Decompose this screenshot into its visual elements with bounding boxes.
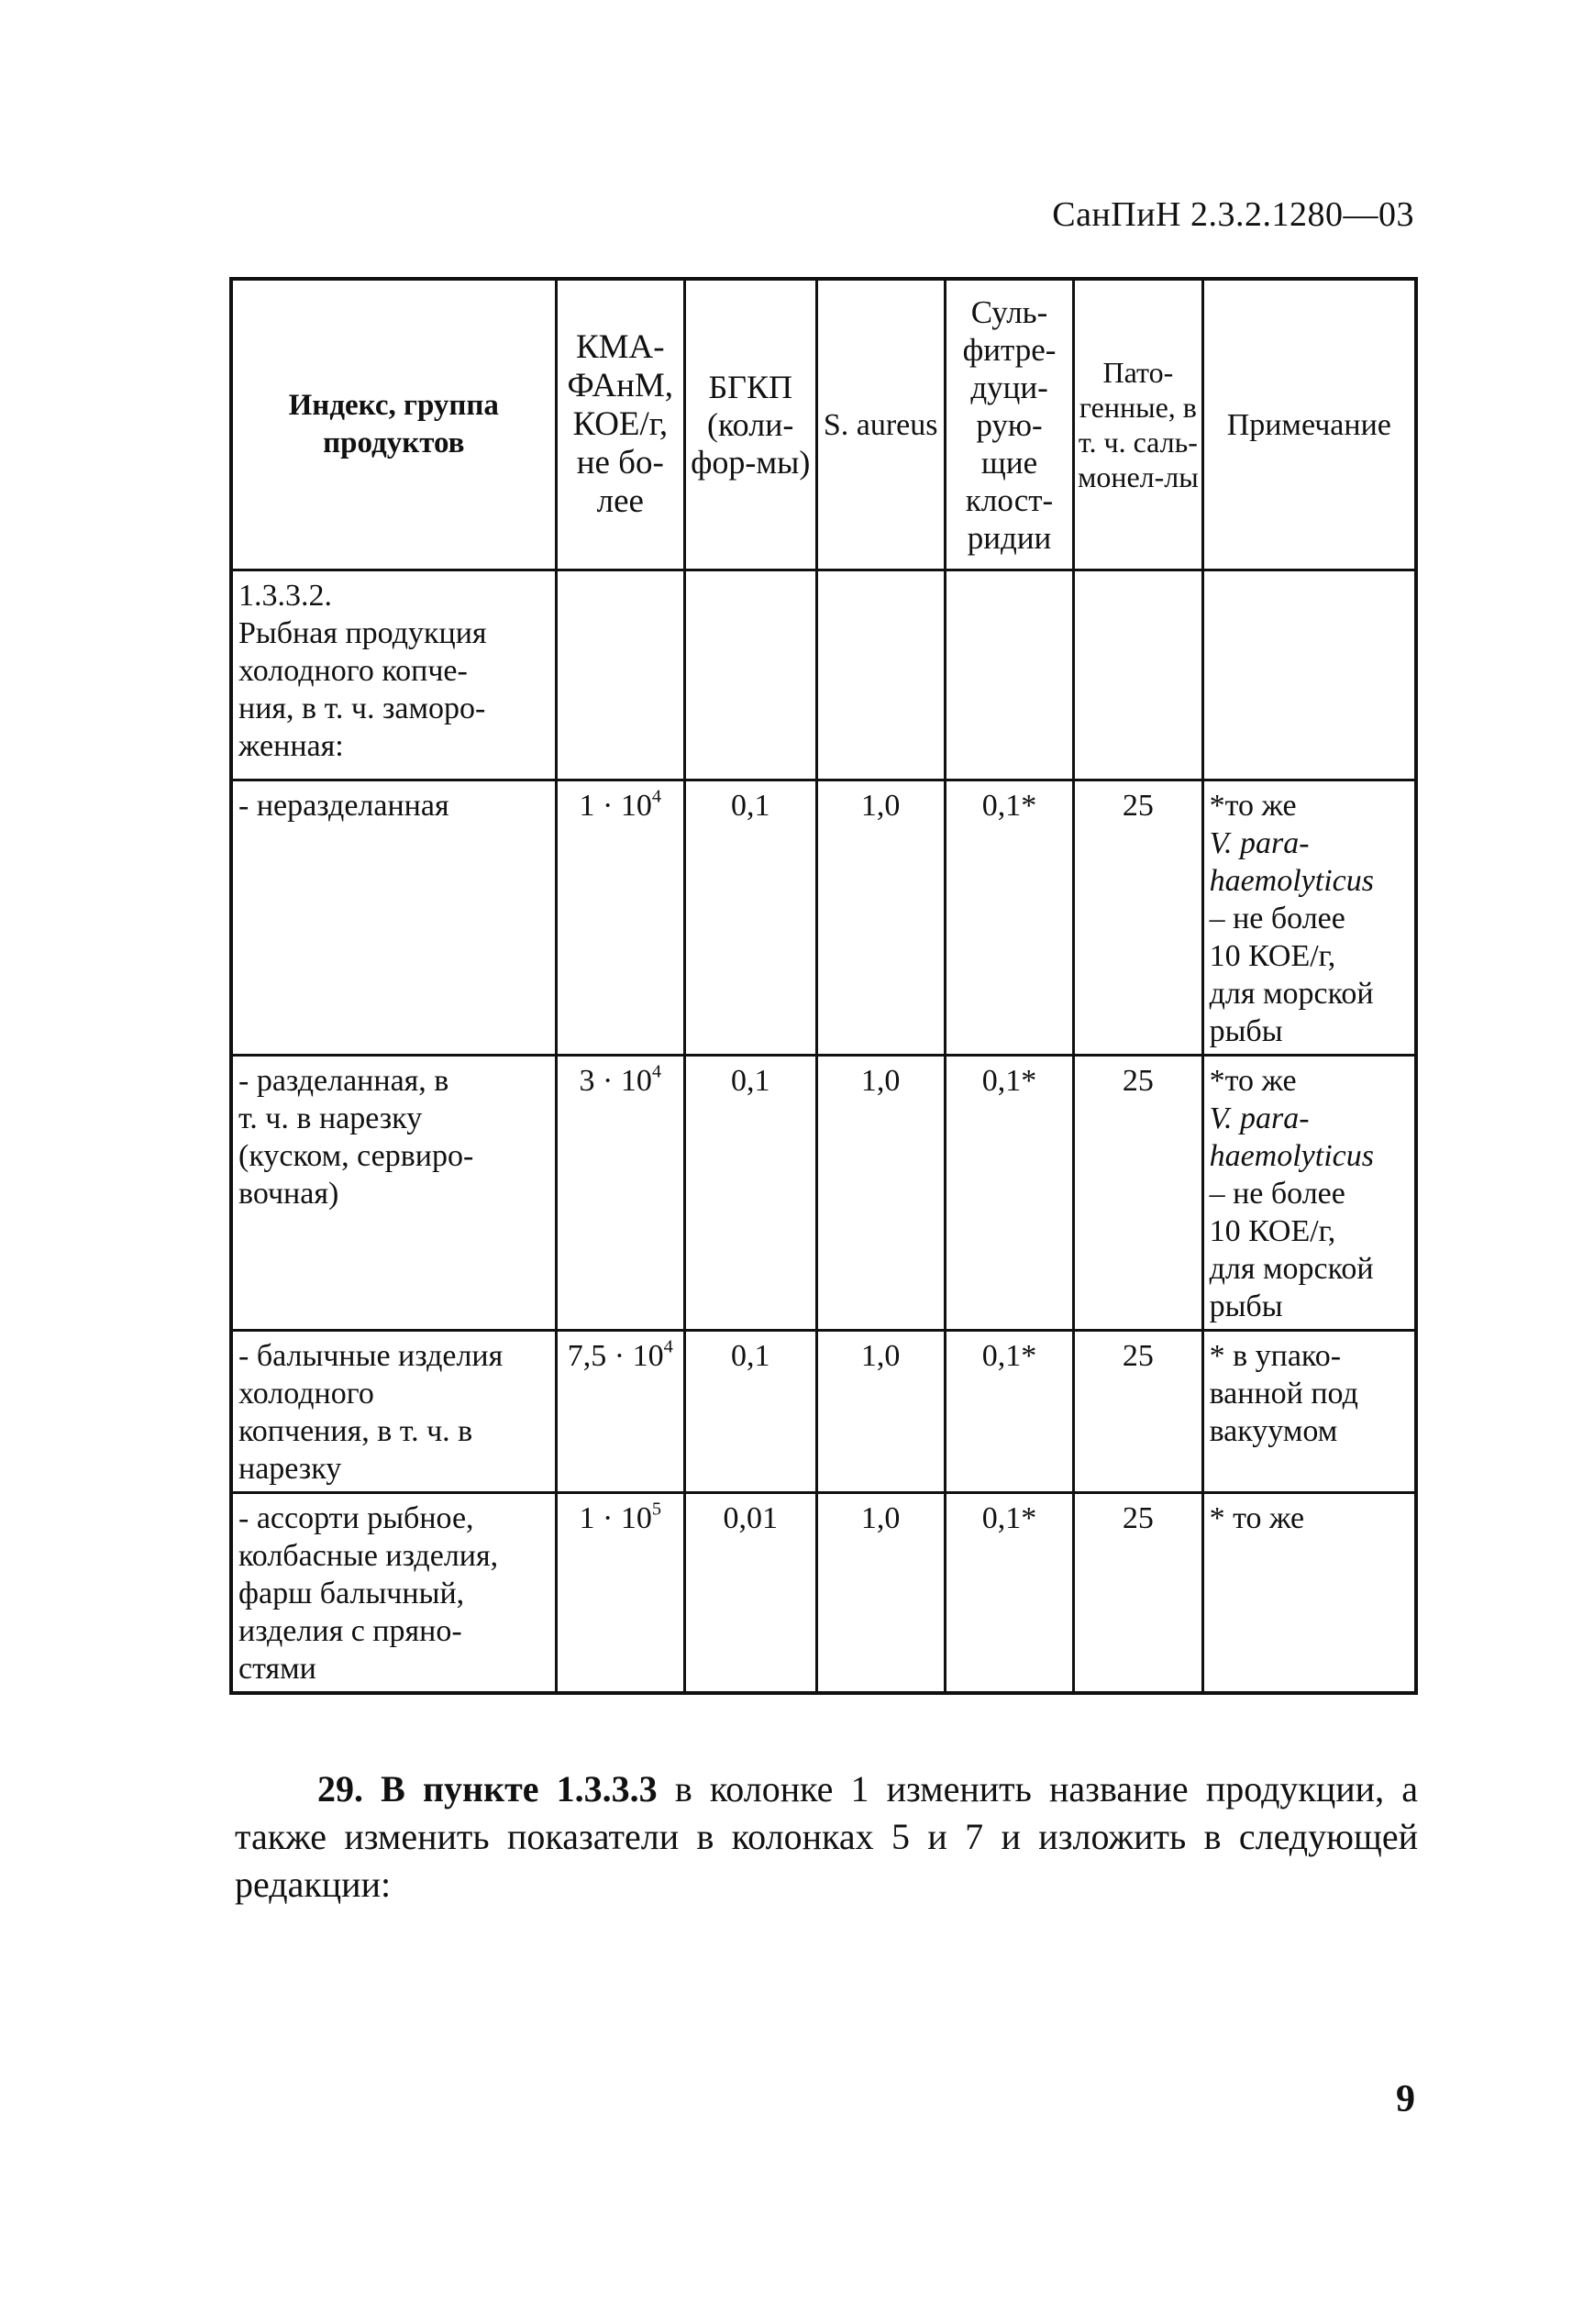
- column-header-index-group: Индекс, группа продуктов: [231, 279, 556, 570]
- paragraph-body: в колонке 1 изменить название продукции, а также изменить показатели в колонках 5 и 7 и изложить в следующей редакции:: [235, 1768, 1418, 1905]
- product-line: копчения, в т. ч. в: [238, 1414, 473, 1448]
- note-cell: [1202, 1056, 1416, 1331]
- kmafanm-cell: [556, 780, 684, 1056]
- table-cell-empty: [1202, 570, 1416, 780]
- column-header-s-aureus: S. aureus: [816, 279, 945, 570]
- table-cell-empty: [816, 570, 945, 780]
- note-line: для морской: [1209, 1252, 1374, 1286]
- note-line: * в упако-: [1209, 1339, 1342, 1373]
- s-aureus-cell: 1,0: [816, 1056, 945, 1331]
- product-line: колбасные изделия,: [238, 1539, 499, 1573]
- note-line: *то же: [1209, 789, 1297, 823]
- product-line: - неразделанная: [238, 789, 449, 823]
- group-label-line: 1.3.3.2.: [238, 579, 332, 613]
- note-line: haemolyticus: [1209, 1139, 1374, 1173]
- group-label-line: женная:: [238, 729, 344, 763]
- product-line: - балычные изделия: [238, 1339, 504, 1373]
- table-row: [231, 1331, 1416, 1493]
- product-cell: [231, 1493, 556, 1694]
- kmafanm-exponent: 4: [663, 1336, 673, 1357]
- table-row: [231, 780, 1416, 1056]
- product-line: вочная): [238, 1177, 339, 1211]
- product-line: - ассорти рыбное,: [238, 1501, 474, 1535]
- group-row: [231, 570, 1416, 780]
- paragraph-lead: 29. В пункте 1.3.3.3: [317, 1768, 658, 1809]
- kmafanm-exponent: 5: [651, 1499, 662, 1520]
- group-label-cell: [231, 570, 556, 780]
- kmafanm-base: 7,5 · 10: [567, 1339, 664, 1373]
- note-line: – не более: [1209, 1177, 1345, 1211]
- note-line: 10 КОЕ/г,: [1209, 939, 1336, 973]
- table-cell-empty: [1074, 570, 1202, 780]
- table-row: [231, 1056, 1416, 1331]
- note-line: вакуумом: [1209, 1414, 1338, 1448]
- table-cell-empty: [945, 570, 1073, 780]
- pathogenic-cell: 25: [1074, 1056, 1202, 1331]
- table-body: [231, 570, 1416, 1694]
- note-line: для морской: [1209, 977, 1374, 1011]
- sulfite-cell: 0,1*: [945, 1056, 1073, 1331]
- note-line: * то же: [1209, 1501, 1305, 1535]
- column-header-sulfite-reducing-clostridia: Суль-фитре-дуци-рую-щие клост-ридии: [945, 279, 1073, 570]
- page-number: 9: [1396, 2078, 1415, 2120]
- s-aureus-cell: 1,0: [816, 1331, 945, 1493]
- product-line: - разделанная, в: [238, 1064, 449, 1098]
- bgkp-cell: 0,1: [684, 1331, 816, 1493]
- note-line: ванной под: [1209, 1377, 1358, 1411]
- kmafanm-cell: [556, 1331, 684, 1493]
- note-cell: [1202, 1493, 1416, 1694]
- note-line: haemolyticus: [1209, 864, 1374, 898]
- product-cell: [231, 1056, 556, 1331]
- bgkp-cell: 0,1: [684, 780, 816, 1056]
- column-header-bgkp: БГКП (коли-фор-мы): [684, 279, 816, 570]
- kmafanm-exponent: 4: [651, 786, 662, 807]
- bgkp-cell: 0,1: [684, 1056, 816, 1331]
- kmafanm-base: 1 · 10: [579, 1501, 652, 1535]
- group-label-line: Рыбная продукция: [238, 616, 487, 650]
- running-header: СанПиН 2.3.2.1280—03: [1052, 195, 1414, 234]
- product-line: (куском, сервиро-: [238, 1139, 474, 1173]
- product-cell: [231, 780, 556, 1056]
- note-line: 10 КОЕ/г,: [1209, 1214, 1336, 1248]
- product-line: изделия с пряно-: [238, 1614, 462, 1648]
- table-row: [231, 1493, 1416, 1694]
- group-label-line: холодного копче-: [238, 654, 468, 688]
- note-line: V. para-: [1209, 826, 1310, 860]
- product-line: фарш балычный,: [238, 1577, 465, 1610]
- kmafanm-cell: [556, 1056, 684, 1331]
- s-aureus-cell: 1,0: [816, 780, 945, 1056]
- product-line: стями: [238, 1652, 316, 1686]
- note-line: рыбы: [1209, 1289, 1283, 1323]
- table-header: [231, 279, 1416, 570]
- pathogenic-cell: 25: [1074, 780, 1202, 1056]
- kmafanm-cell: [556, 1493, 684, 1694]
- kmafanm-base: 3 · 10: [579, 1064, 652, 1098]
- amendment-paragraph: [235, 1765, 1418, 1909]
- note-cell: [1202, 1331, 1416, 1493]
- s-aureus-cell: 1,0: [816, 1493, 945, 1694]
- note-line: *то же: [1209, 1064, 1297, 1098]
- sulfite-cell: 0,1*: [945, 1493, 1073, 1694]
- group-label-line: ния, в т. ч. заморо-: [238, 692, 486, 725]
- table-header-row: [231, 279, 1416, 570]
- note-line: V. para-: [1209, 1101, 1310, 1135]
- table-cell-empty: [684, 570, 816, 780]
- column-header-kmafanm: КМА-ФАнМ, КОЕ/г, не бо-лее: [556, 279, 684, 570]
- product-line: холодного: [238, 1377, 374, 1411]
- note-line: рыбы: [1209, 1014, 1283, 1048]
- note-line: – не более: [1209, 902, 1345, 935]
- sanpin-table-container: [229, 277, 1418, 1695]
- column-header-pathogenic: Пато-генные, в т. ч. саль-монел-лы: [1074, 279, 1202, 570]
- sulfite-cell: 0,1*: [945, 780, 1073, 1056]
- table-cell-empty: [556, 570, 684, 780]
- column-header-note: Примечание: [1202, 279, 1416, 570]
- kmafanm-base: 1 · 10: [579, 789, 652, 823]
- product-line: нарезку: [238, 1452, 342, 1486]
- kmafanm-exponent: 4: [651, 1061, 662, 1082]
- bgkp-cell: 0,01: [684, 1493, 816, 1694]
- sulfite-cell: 0,1*: [945, 1331, 1073, 1493]
- pathogenic-cell: 25: [1074, 1331, 1202, 1493]
- pathogenic-cell: 25: [1074, 1493, 1202, 1694]
- note-cell: [1202, 780, 1416, 1056]
- product-cell: [231, 1331, 556, 1493]
- microbiology-standards-table: [229, 277, 1418, 1695]
- product-line: т. ч. в нарезку: [238, 1101, 423, 1135]
